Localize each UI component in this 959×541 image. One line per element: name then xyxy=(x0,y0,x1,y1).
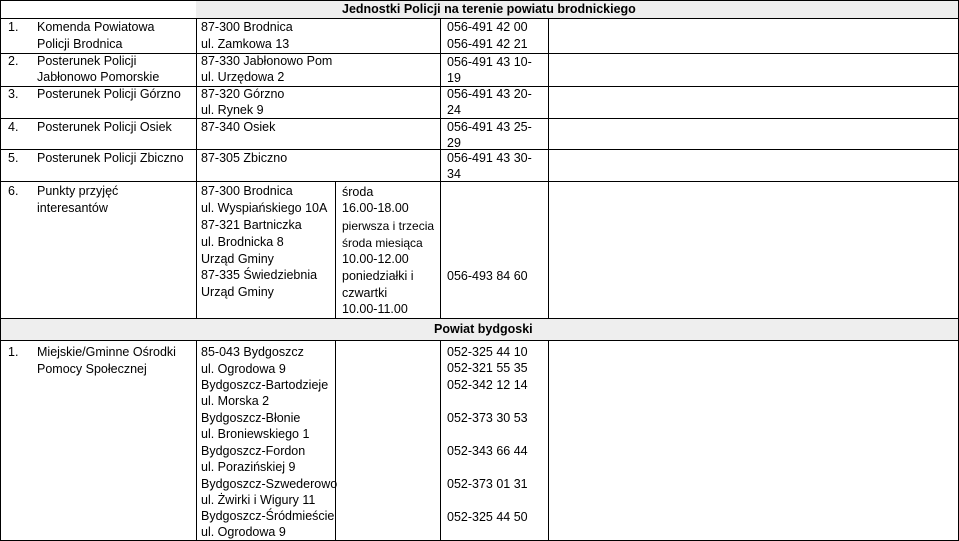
unit-address: ul. Morska 2 xyxy=(201,394,270,408)
unit-address: Bydgoszcz-Szwederowo xyxy=(201,477,338,491)
unit-address: 87-330 Jabłonowo Pom xyxy=(201,54,333,68)
unit-address: Urząd Gminy xyxy=(201,285,274,299)
unit-address: 85-043 Bydgoszcz xyxy=(201,345,304,359)
row-number: 1. xyxy=(8,20,19,34)
unit-phone: 34 xyxy=(447,167,461,181)
unit-address: 87-300 Brodnica xyxy=(201,184,293,198)
unit-address: Bydgoszcz-Śródmieście xyxy=(201,509,335,523)
unit-name: Pomocy Społecznej xyxy=(37,362,147,376)
unit-name: interesantów xyxy=(37,201,108,215)
unit-phone: 29 xyxy=(447,136,461,150)
row-number: 6. xyxy=(8,184,19,198)
row-number: 2. xyxy=(8,54,19,68)
office-hours: 10.00-12.00 xyxy=(342,252,409,266)
row-number: 5. xyxy=(8,151,19,165)
office-hours: 16.00-18.00 xyxy=(342,201,409,215)
unit-address: 87-320 Górzno xyxy=(201,87,285,101)
unit-phone: 19 xyxy=(447,71,461,85)
unit-address: ul. Ogrodowa 9 xyxy=(201,362,286,376)
unit-address: Bydgoszcz-Bartodzieje xyxy=(201,378,329,392)
unit-phone: 056-491 43 25- xyxy=(447,120,532,134)
unit-address: 87-321 Bartniczka xyxy=(201,218,302,232)
unit-phone: 052-343 66 44 xyxy=(447,444,528,458)
unit-name: Jabłonowo Pomorskie xyxy=(37,70,160,84)
unit-address: 87-300 Brodnica xyxy=(201,20,293,34)
unit-address: ul. Porazińskiej 9 xyxy=(201,460,296,474)
unit-address: Urząd Gminy xyxy=(201,252,274,266)
unit-phone: 052-325 44 10 xyxy=(447,345,528,359)
row-number: 1. xyxy=(8,345,19,359)
unit-name: Posterunek Policji Górzno xyxy=(37,87,181,101)
unit-name: Policji Brodnica xyxy=(37,37,123,51)
unit-address: ul. Rynek 9 xyxy=(201,103,264,117)
unit-address: Bydgoszcz-Fordon xyxy=(201,444,306,458)
unit-phone: 24 xyxy=(447,103,461,117)
unit-phone: 056-491 43 20- xyxy=(447,87,532,101)
office-hours: środa miesiąca xyxy=(342,236,423,250)
unit-address: ul. Broniewskiego 1 xyxy=(201,427,310,441)
unit-phone: 052-373 01 31 xyxy=(447,477,528,491)
unit-phone: 056-491 43 30- xyxy=(447,151,532,165)
unit-address: 87-305 Zbiczno xyxy=(201,151,288,165)
unit-name: Posterunek Policji xyxy=(37,54,137,68)
unit-phone: 052-325 44 50 xyxy=(447,510,528,524)
unit-address: ul. Wyspiańskiego 10A xyxy=(201,201,328,215)
office-hours: 10.00-11.00 xyxy=(342,302,408,316)
office-hours: czwartki xyxy=(342,286,388,300)
unit-phone: 056-491 42 00 xyxy=(447,20,528,34)
office-hours: środa xyxy=(342,185,374,199)
unit-phone: 052-342 12 14 xyxy=(447,378,528,392)
unit-address: ul. Urzędowa 2 xyxy=(201,70,285,84)
unit-address: ul. Brodnicka 8 xyxy=(201,235,284,249)
unit-name: Miejskie/Gminne Ośrodki xyxy=(37,345,176,359)
unit-phone: 056-491 42 21 xyxy=(447,37,528,51)
unit-address: 87-335 Świedziebnia xyxy=(201,268,318,282)
unit-phone: 056-491 43 10- xyxy=(447,55,532,69)
unit-address: Bydgoszcz-Błonie xyxy=(201,411,301,425)
unit-name: Punkty przyjęć xyxy=(37,184,119,198)
unit-phone: 052-373 30 53 xyxy=(447,411,528,425)
unit-name: Komenda Powiatowa xyxy=(37,20,155,34)
unit-name: Posterunek Policji Zbiczno xyxy=(37,151,184,165)
unit-address: ul. Żwirki i Wigury 11 xyxy=(201,493,316,507)
unit-address: ul. Zamkowa 13 xyxy=(201,37,290,51)
row-number: 3. xyxy=(8,87,19,101)
office-hours: poniedziałki i xyxy=(342,269,414,283)
unit-address: ul. Ogrodowa 9 xyxy=(201,525,286,539)
unit-address: 87-340 Osiek xyxy=(201,120,276,134)
row-number: 4. xyxy=(8,120,19,134)
header-police-units: Jednostki Policji na terenie powiatu brodnickiego xyxy=(342,2,636,16)
unit-name: Posterunek Policji Osiek xyxy=(37,120,172,134)
unit-phone: 056-493 84 60 xyxy=(447,269,528,283)
unit-phone: 052-321 55 35 xyxy=(447,361,528,375)
header-powiat-bydgoski: Powiat bydgoski xyxy=(434,322,533,336)
office-hours: pierwsza i trzecia xyxy=(342,219,435,233)
